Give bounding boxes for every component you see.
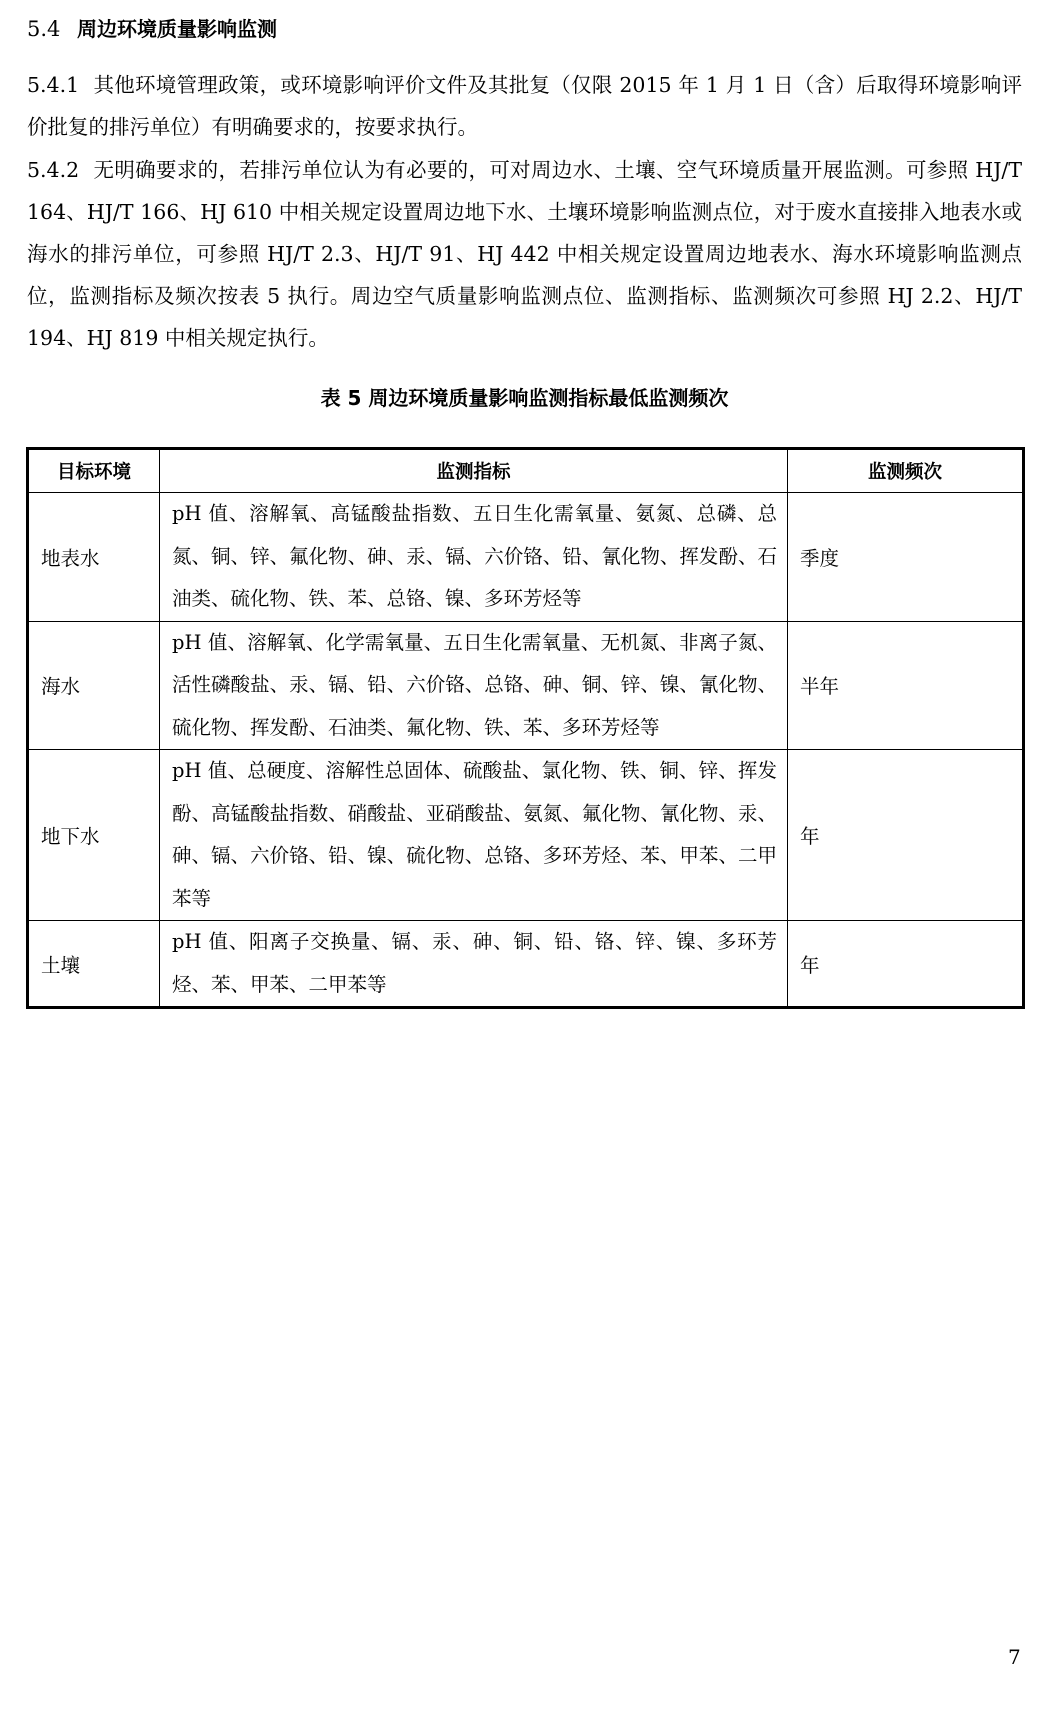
cell-environment: 地下水	[28, 750, 160, 921]
header-frequency: 监测频次	[788, 449, 1024, 493]
section-title: 周边环境质量影响监测	[77, 17, 277, 41]
table-row	[28, 750, 1024, 921]
clause-text: 其他环境管理政策，或环境影响评价文件及其批复（仅限 2015 年 1 月 1 日（含）后取得环境影响评价批复的排污单位）有明确要求的，按要求执行。	[27, 73, 1022, 139]
cell-frequency: 半年	[788, 621, 1024, 750]
cell-environment: 海水	[28, 621, 160, 750]
clause-5-4-1	[27, 64, 1022, 148]
table-row	[28, 621, 1024, 750]
clause-text: 无明确要求的，若排污单位认为有必要的，可对周边水、土壤、空气环境质量开展监测。可参照 HJ/T 164、HJ/T 166、HJ 610 中相关规定设置周边地下水、土壤环境影响监测点位，对于废水直接排入地表水或海水的排污单位，可参照 HJ/T 2.3、HJ/T 91、HJ 442 中相关规定设置周边地表水、海水环境影响监测点位，监测指标及频次按表 5 执行。周边空气质量影响监测点位、监测指标、监测频次可参照 HJ 2.2、HJ/T 194、HJ 819 中相关规定执行。	[27, 158, 1022, 350]
table-row	[28, 493, 1024, 622]
header-indicators: 监测指标	[160, 449, 788, 493]
cell-indicators: pH 值、溶解氧、高锰酸盐指数、五日生化需氧量、氨氮、总磷、总氮、铜、锌、氟化物、砷、汞、镉、六价铬、铅、氰化物、挥发酚、石油类、硫化物、铁、苯、总铬、镍、多环芳烃等	[160, 493, 788, 622]
table-row	[28, 921, 1024, 1008]
page-number: 7	[1008, 1645, 1021, 1669]
section-heading	[27, 14, 277, 44]
cell-environment: 土壤	[28, 921, 160, 1008]
cell-frequency: 年	[788, 921, 1024, 1008]
clause-5-4-2	[27, 149, 1022, 359]
cell-indicators: pH 值、总硬度、溶解性总固体、硫酸盐、氯化物、铁、铜、锌、挥发酚、高锰酸盐指数、硝酸盐、亚硝酸盐、氨氮、氟化物、氰化物、汞、砷、镉、六价铬、铅、镍、硫化物、总铬、多环芳烃、苯、甲苯、二甲苯等	[160, 750, 788, 921]
cell-frequency: 年	[788, 750, 1024, 921]
cell-frequency: 季度	[788, 493, 1024, 622]
clause-number: 5.4.1	[27, 73, 80, 97]
clause-number: 5.4.2	[27, 158, 80, 182]
monitoring-frequency-table	[26, 447, 1025, 1009]
header-environment: 目标环境	[28, 449, 160, 493]
table-header-row	[28, 449, 1024, 493]
section-number: 5.4	[27, 17, 61, 41]
table-caption: 表 5 周边环境质量影响监测指标最低监测频次	[320, 386, 729, 410]
cell-indicators: pH 值、溶解氧、化学需氧量、五日生化需氧量、无机氮、非离子氮、活性磷酸盐、汞、镉、铅、六价铬、总铬、砷、铜、锌、镍、氰化物、硫化物、挥发酚、石油类、氟化物、铁、苯、多环芳烃等	[160, 621, 788, 750]
cell-indicators: pH 值、阳离子交换量、镉、汞、砷、铜、铅、铬、锌、镍、多环芳烃、苯、甲苯、二甲苯等	[160, 921, 788, 1008]
cell-environment: 地表水	[28, 493, 160, 622]
